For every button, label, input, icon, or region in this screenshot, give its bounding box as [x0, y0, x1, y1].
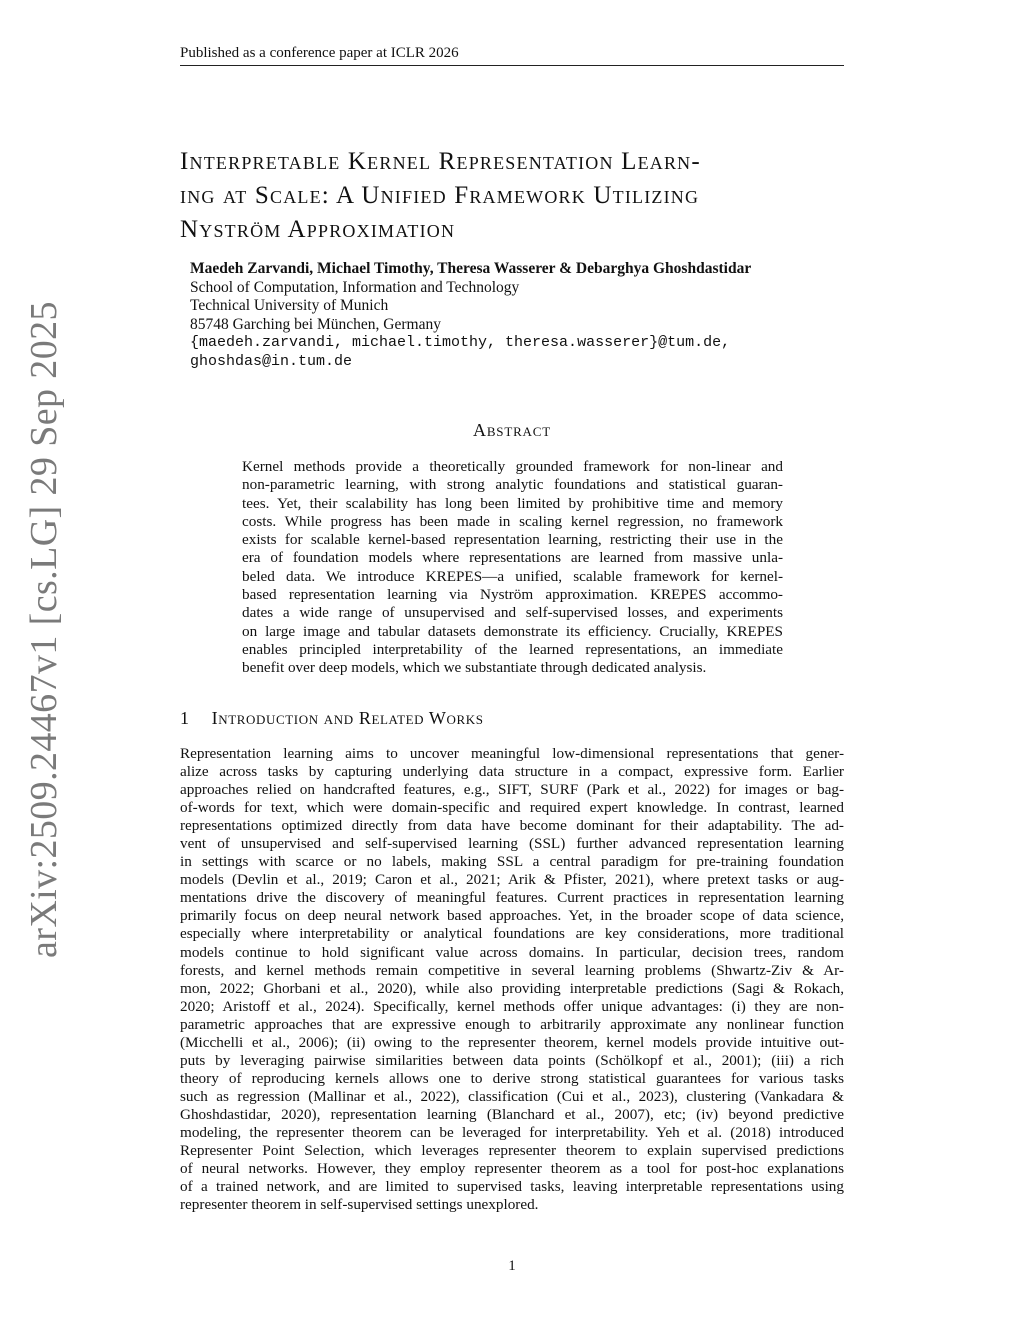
body-line: Representation learning aims to uncover meaningful low-dimensional representations that gener-: [180, 745, 844, 762]
body-line: especially where interpretability or analytical foundations are key considerations, more traditional: [180, 925, 844, 943]
body-line: in settings with scarce or no labels, making SSL a central paradigm for pre-training foundation: [180, 853, 844, 871]
title-line: ing at Scale: A Unified Framework Utilizing: [180, 181, 700, 209]
body-line: models (Devlin et al., 2019; Caron et al., 2021; Arik & Pfister, 2021), where pretext tasks or aug-: [180, 871, 844, 889]
introduction-body: [180, 745, 844, 1214]
author-emails: ghoshdas@in.tum.de: [190, 352, 353, 370]
body-line: primarily focus on deep neural network based approaches. Yet, in the broader scope of data science,: [180, 907, 844, 925]
header-rule: [180, 65, 844, 66]
body-line: models continue to hold significant value across domains. In particular, decision trees, random: [180, 943, 844, 961]
body-line: representations optimized directly from data have become dominant for their adaptability. The ad-: [180, 817, 844, 835]
section-heading: [180, 708, 484, 729]
abstract-line: dates a wide range of unsupervised and self-supervised losses, and experiments: [242, 604, 783, 622]
body-line: parametric approaches that are expressive enough to arbitrarily approximate any nonlinear function: [180, 1015, 844, 1033]
abstract-line: on large image and tabular datasets demonstrate its efficiency. Crucially, KREPES: [242, 622, 783, 640]
body-line: of-words for text, which were domain-specific and required expert knowledge. In contrast, learned: [180, 799, 844, 817]
affiliation-line: School of Computation, Information and Technology: [190, 278, 520, 296]
body-line: of a trained network, and are limited to supervised tasks, leaving interpretable representations using: [180, 1178, 844, 1196]
body-line: approaches relied on handcrafted features, e.g., SIFT, SURF (Park et al., 2022) for images or bag-: [180, 781, 844, 799]
abstract-heading: Abstract: [473, 420, 551, 440]
abstract-line: Kernel methods provide a theoretically grounded framework for non-linear and: [242, 458, 783, 475]
author-emails: {maedeh.zarvandi, michael.timothy, theresa.wasserer}@tum.de,: [190, 334, 731, 352]
abstract-line: non-parametric learning, with strong analytic foundations and statistical guaran-: [242, 476, 783, 494]
abstract-line: based representation learning via Nyström approximation. KREPES accommo-: [242, 586, 783, 604]
abstract-body: [242, 458, 783, 678]
abstract-line: costs. While progress has been made in scaling kernel regression, no framework: [242, 512, 783, 530]
paper-title: [180, 145, 844, 247]
abstract-line: exists for scalable kernel-based representation learning, restricting their use in the: [242, 531, 783, 549]
body-line: (Micchelli et al., 2006); (ii) owing to the representer theorem, kernel models provide intuitive out-: [180, 1033, 844, 1051]
abstract-line: tees. Yet, their scalability has long been limited by prohibitive time and memory: [242, 494, 783, 512]
abstract-line: era of foundation models where representations are learned from massive unla-: [242, 549, 783, 567]
author-names: Maedeh Zarvandi, Michael Timothy, Theresa Wasserer & Debarghya Ghoshdastidar: [190, 260, 752, 277]
section-number: 1: [180, 708, 190, 728]
body-line: mentations drive the discovery of meaningful features. Current practices in representation learning: [180, 889, 844, 907]
body-line: modeling, the representer theorem can be leveraged for interpretability. Yeh et al. (2018) introduced: [180, 1123, 844, 1141]
title-line: Nyström Approximation: [180, 215, 456, 243]
body-line: vent of unsupervised and self-supervised learning (SSL) further advanced representation learning: [180, 835, 844, 853]
body-line: Representer Point Selection, which leverages representer theorem to explain supervised predictions: [180, 1142, 844, 1160]
affiliation-line: Technical University of Munich: [190, 297, 389, 315]
body-line: representer theorem in self-supervised settings unexplored.: [180, 1196, 539, 1214]
running-header: Published as a conference paper at ICLR 2026: [180, 45, 459, 61]
title-line: Interpretable Kernel Representation Learn-: [180, 147, 701, 175]
body-line: puts by leveraging pairwise similarities between data points (Schölkopf et al., 2001); (iii) a rich: [180, 1051, 844, 1069]
affiliation-line: 85748 Garching bei München, Germany: [190, 315, 441, 333]
abstract-line: enables principled interpretability of the learned representations, an immediate: [242, 640, 783, 658]
abstract-line: benefit over deep models, which we substantiate through dedicated analysis.: [242, 659, 707, 677]
section-title: Introduction and Related Works: [211, 708, 484, 728]
page-number: 1: [508, 1258, 516, 1274]
body-line: such as regression (Mallinar et al., 2022), classification (Cui et al., 2023), clustering (Vankadara &: [180, 1087, 844, 1105]
body-line: of neural networks. However, they employ representer theorem as a tool for post-hoc explanations: [180, 1160, 844, 1178]
body-line: 2020; Aristoff et al., 2024). Specifically, kernel methods offer unique advantages: (i) they are non-: [180, 997, 844, 1015]
body-line: Ghoshdastidar, 2020), representation learning (Blanchard et al., 2007), etc; (iv) beyond predictive: [180, 1105, 844, 1123]
body-line: forests, and kernel methods remain competitive in several learning problems (Shwartz-Ziv & Ar-: [180, 961, 844, 979]
body-line: mon, 2022; Ghorbani et al., 2020), while also providing interpretable predictions (Sagi & Rokach,: [180, 979, 844, 997]
body-line: alize across tasks by capturing underlying data structure in a compact, expressive form. Earlier: [180, 763, 844, 781]
author-block: [190, 260, 850, 372]
body-line: theory of reproducing kernels allows one to derive strong statistical guarantees for various tasks: [180, 1069, 844, 1087]
arxiv-sidebar-stamp: arXiv:2509.24467v1 [cs.LG] 29 Sep 2025: [23, 301, 65, 958]
abstract-line: beled data. We introduce KREPES—a unified, scalable framework for kernel-: [242, 567, 783, 585]
